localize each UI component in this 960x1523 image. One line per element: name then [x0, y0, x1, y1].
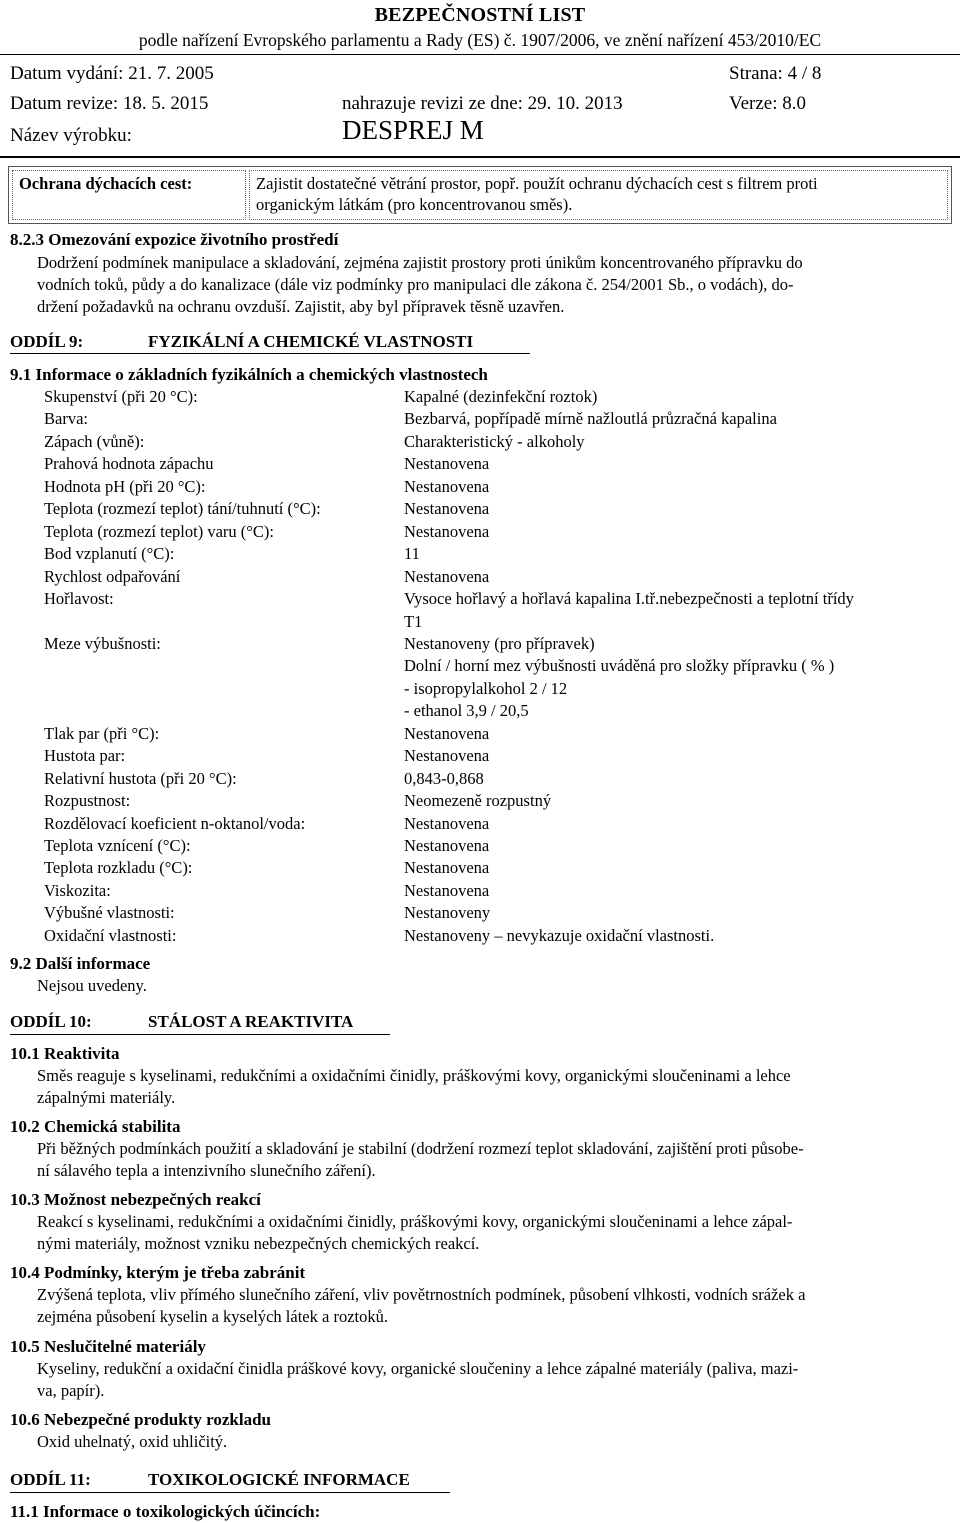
property-label: Teplota vznícení (°C): — [44, 836, 191, 855]
property-label: Hustota par: — [44, 746, 126, 766]
respiratory-text-line2: organickým látkám (pro koncentrovanou směs). — [256, 195, 573, 214]
product-name: DESPREJ M — [342, 115, 484, 145]
header-divider — [0, 54, 960, 55]
property-value: - isopropylalkohol 2 / 12 — [404, 678, 568, 698]
section-11-title: TOXIKOLOGICKÉ INFORMACE — [148, 1470, 410, 1489]
revision-date: Datum revize: 18. 5. 2015 — [10, 93, 209, 114]
subsection-text-line: zejména působení kyselin a kyselých látek a roztoků. — [37, 1307, 388, 1326]
property-label: Barva: — [44, 409, 88, 429]
subsection-text-line: ní sálavého tepla a intenzivního slunečního záření). — [37, 1161, 376, 1180]
property-value: Neomezeně rozpustný — [404, 791, 552, 811]
subsection-text-line: Při běžných podmínkách použití a skladování je stabilní (dodržení rozmezí teplot skladování, zajištění proti působe- — [37, 1139, 804, 1158]
property-value: Vysoce hořlavý a hořlavá kapalina I.tř.nebezpečnosti a teplotní třídy — [404, 589, 854, 609]
subsection-text-line: Zvýšená teplota, vliv přímého slunečního záření, vliv povětrnostních podmínek, působení vlhkosti, vodních srážek a — [37, 1285, 806, 1304]
property-label: Oxidační vlastnosti: — [44, 925, 177, 945]
respiratory-label: Ochrana dýchacích cest: — [12, 170, 246, 220]
subsection-heading: 10.5 Neslučitelné materiály — [10, 1337, 206, 1356]
section-9-2-text: Nejsou uvedeny. — [37, 976, 147, 995]
property-label: Hořlavost: — [44, 589, 114, 609]
property-label: Bod vzplanutí (°C): — [44, 544, 175, 564]
property-value: Nestanovena — [404, 746, 490, 766]
section-11-underline — [10, 1492, 450, 1493]
section-9-title: FYZIKÁLNÍ A CHEMICKÉ VLASTNOSTI — [148, 332, 474, 351]
respiratory-text-line1: Zajistit dostatečné větrání prostor, popř. použít ochranu dýchacích cest s filtrem proti — [256, 174, 818, 193]
subsection-text-line: zápalnými materiály. — [37, 1088, 176, 1107]
subsection-text-line: Kyseliny, redukční a oxidační činidla práškové kovy, organické sloučeniny a lehce zápalné materiály (paliva, mazi- — [37, 1359, 799, 1378]
version: Verze: 8.0 — [729, 93, 807, 114]
subsection-heading: 10.2 Chemická stabilita — [10, 1117, 181, 1136]
subsection-heading: 10.1 Reaktivita — [10, 1044, 120, 1063]
document-subtitle: podle nařízení Evropského parlamentu a Rady (ES) č. 1907/2006, ve znění nařízení 453/2010/EC — [138, 30, 822, 50]
property-label: Tlak par (při °C): — [44, 723, 160, 743]
section-10-number: ODDÍL 10: — [10, 1012, 92, 1031]
section-8-2-3-heading: 8.2.3 Omezování expozice životního prostředí — [10, 230, 339, 249]
property-label: Hodnota pH (při 20 °C): — [44, 476, 206, 496]
section-8-2-3-line1: Dodržení podmínek manipulace a skladování, zejména zajistit prostory proti únikům koncentrovaného přípravku do — [37, 253, 803, 272]
property-label: Prahová hodnota zápachu — [44, 454, 214, 474]
property-value: 11 — [404, 544, 420, 564]
property-value: Dolní / horní mez výbušnosti uváděná pro složky přípravku ( % ) — [404, 656, 835, 676]
property-value: Nestanoveny (pro přípravek) — [404, 633, 595, 653]
respiratory-protection-table — [8, 166, 952, 224]
subsection-text-line: Reakcí s kyselinami, redukčními a oxidačními činidly, práškovými kovy, organickými sloučeninami a lehce zápal- — [37, 1212, 793, 1231]
property-label: Rozdělovací koeficient n-oktanol/voda: — [44, 813, 306, 833]
respiratory-text — [249, 170, 948, 220]
property-value: Nestanovena — [404, 454, 490, 474]
property-value: - ethanol 3,9 / 20,5 — [404, 701, 529, 721]
section-10-title: STÁLOST A REAKTIVITA — [148, 1012, 354, 1031]
property-value: Nestanoveny — [404, 903, 491, 923]
subsection-heading: 10.4 Podmínky, kterým je třeba zabránit — [10, 1263, 306, 1282]
subsection-text-line: Směs reaguje s kyselinami, redukčními a oxidačními činidly, práškovými kovy, organickými sloučeninami a lehce — [37, 1066, 791, 1085]
section-11-number: ODDÍL 11: — [10, 1470, 91, 1489]
section-8-2-3-line3: držení požadavků na ochranu ovzduší. Zajistit, aby byl přípravek těsně uzavřen. — [37, 297, 565, 316]
section-9-underline — [10, 353, 530, 354]
header-bottom-divider — [0, 156, 960, 158]
replaces-revision: nahrazuje revizi ze dne: 29. 10. 2013 — [342, 93, 623, 114]
property-label: Rozpustnost: — [44, 791, 131, 811]
section-9-number: ODDÍL 9: — [10, 332, 84, 351]
issue-date: Datum vydání: 21. 7. 2005 — [10, 63, 214, 84]
property-value: Charakteristický - alkoholy — [404, 431, 585, 451]
property-label: Skupenství (při 20 °C): — [44, 387, 198, 406]
property-value: Nestanovena — [404, 723, 490, 743]
subsection-heading: 10.3 Možnost nebezpečných reakcí — [10, 1190, 261, 1209]
property-label: Meze výbušnosti: — [44, 633, 161, 653]
property-label: Viskozita: — [44, 880, 111, 900]
subsection-text-line: va, papír). — [37, 1381, 105, 1400]
subsection-text-line: Oxid uhelnatý, oxid uhličitý. — [37, 1432, 228, 1451]
property-value: 0,843-0,868 — [404, 768, 484, 788]
property-label: Výbušné vlastnosti: — [44, 903, 175, 923]
section-11-1-heading: 11.1 Informace o toxikologických účincích: — [10, 1502, 321, 1521]
subsection-heading: 10.6 Nebezpečné produkty rozkladu — [10, 1410, 272, 1429]
property-value: Nestanovena — [404, 476, 490, 496]
property-label: Zápach (vůně): — [44, 431, 145, 451]
product-label: Název výrobku: — [10, 125, 132, 146]
property-value: Nestanovena — [404, 813, 490, 833]
subsection-text-line: nými materiály, možnost vzniku nebezpečných chemických reakcí. — [37, 1234, 480, 1253]
section-9-1-heading: 9.1 Informace o základních fyzikálních a chemických vlastnostech — [10, 365, 488, 384]
property-value: Nestanovena — [404, 521, 490, 541]
section-10-underline — [10, 1034, 390, 1035]
property-value: Nestanovena — [404, 836, 490, 855]
property-label: Teplota (rozmezí teplot) tání/tuhnutí (°C): — [44, 499, 321, 519]
property-label: Teplota (rozmezí teplot) varu (°C): — [44, 521, 274, 541]
property-value: Bezbarvá, popřípadě mírně nažloutlá průzračná kapalina — [404, 409, 777, 429]
section-8-2-3-line2: vodních toků, půdy a do kanalizace (dále viz podmínky pro manipulaci dle zákona č. 254/2001 Sb., o vodách), do- — [37, 275, 794, 294]
document-title: BEZPEČNOSTNÍ LIST — [374, 4, 586, 26]
property-value: Kapalné (dezinfekční roztok) — [404, 387, 598, 406]
property-label: Teplota rozkladu (°C): — [44, 858, 193, 878]
section-9-2-heading: 9.2 Další informace — [10, 954, 151, 973]
property-label: Rychlost odpařování — [44, 566, 181, 586]
property-value: Nestanovena — [404, 499, 490, 519]
property-value: Nestanovena — [404, 880, 490, 900]
property-label: Relativní hustota (při 20 °C): — [44, 768, 237, 788]
property-value: T1 — [404, 611, 423, 631]
page-number: Strana: 4 / 8 — [729, 63, 822, 84]
property-value: Nestanovena — [404, 566, 490, 586]
property-value: Nestanoveny – nevykazuje oxidační vlastnosti. — [404, 925, 715, 945]
property-value: Nestanovena — [404, 858, 490, 878]
